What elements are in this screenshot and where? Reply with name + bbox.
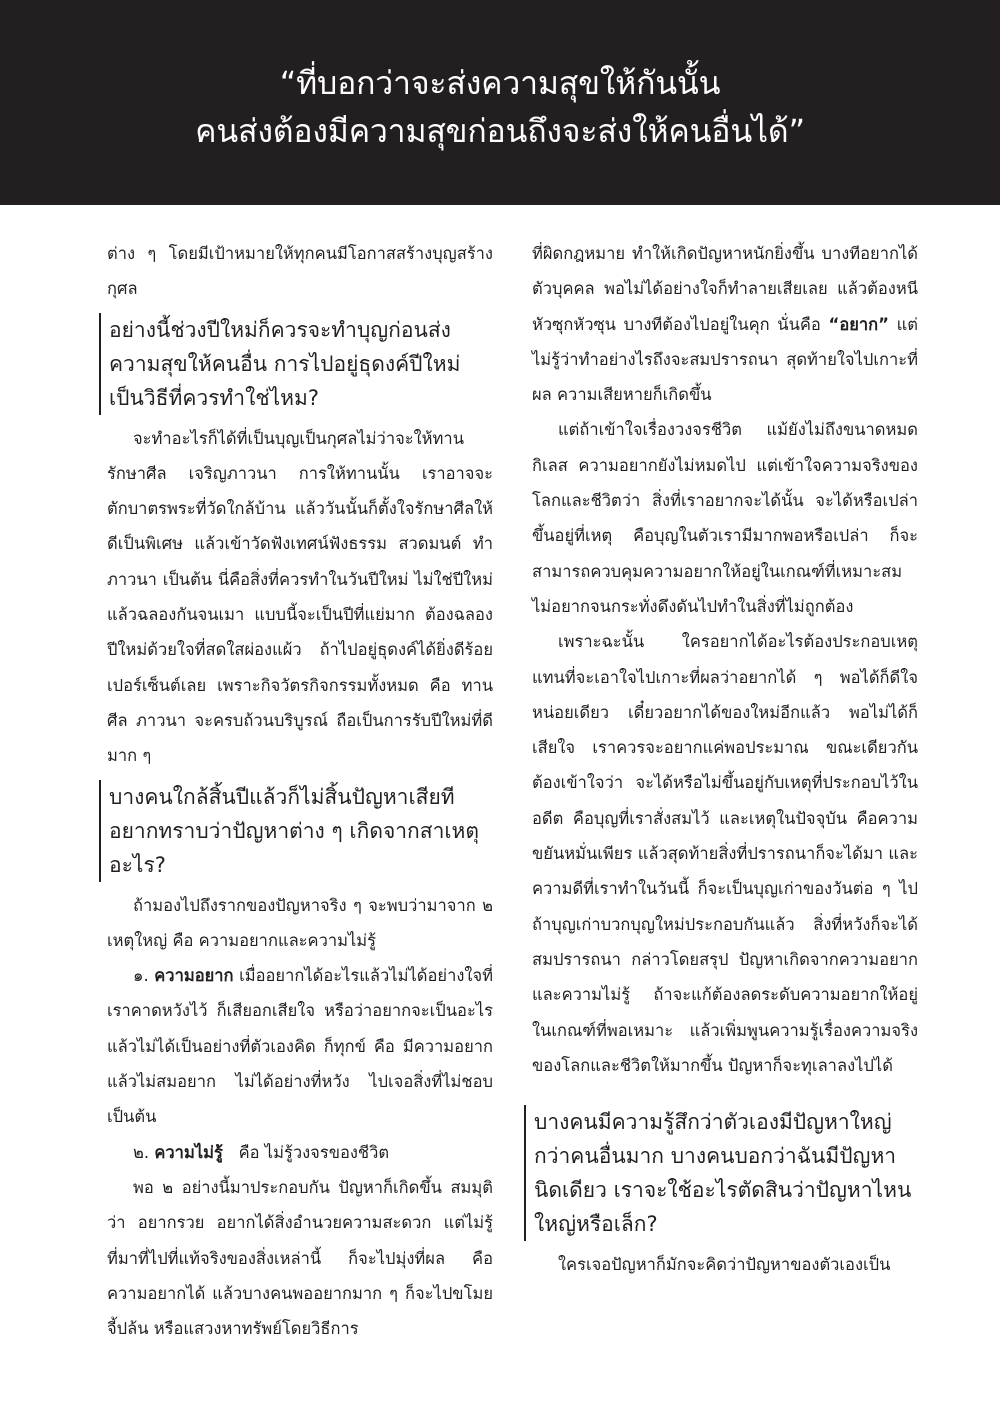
right-column xyxy=(532,236,918,1282)
paragraph: เพราะฉะนั้น ใครอยากได้อะไรต้องประกอบเหตุ แทนที่จะเอาใจไปเกาะที่ผลว่าอยากได้ ๆ พอได้ก็ดีใจหน่อยเดียว เดี๋ยวอยากได้ของใหม่อีกแล้ว พอไม่ได้ก็เสียใจ เราควรจะอยากแค่พอประมาณ ขณะเดียวกันต้องเข้าใจว่า จะได้หรือไม่ขึ้นอยู่กับเหตุที่ประกอบไว้ในอดีต คือบุญที่เราสั่งสมไว้ และเหตุในปัจจุบัน คือความขยันหมั่นเพียร แล้วสุดท้ายสิ่งที่ปรารถนาก็จะได้มา และความดีที่เราทำในวันนี้ ก็จะเป็นบุญเก่าของวันต่อ ๆ ไป ถ้าบุญเก่าบวกบุญใหม่ประกอบกันแล้ว สิ่งที่หวังก็จะได้สมปรารถนา กล่าวโดยสรุป ปัญหาเกิดจากความอยากและความไม่รู้ ถ้าจะแก้ต้องลดระดับความอยากให้อยู่ในเกณฑ์ที่พอเหมาะ แล้วเพิ่มพูนความรู้เรื่องความจริงของโลกและชีวิตให้มากขึ้น ปัญหาก็จะทุเลาลงไปได้ xyxy=(532,632,918,1075)
paragraph-list-item xyxy=(107,958,493,1134)
quote-line-1: “ที่บอกว่าจะส่งความสุขให้กันนั้น xyxy=(279,63,721,102)
list-term: ความไม่รู้ xyxy=(154,1142,223,1162)
quote-banner xyxy=(0,0,1000,205)
quote-line-2: คนส่งต้องมีความสุขก่อนถึงจะส่งให้คนอื่นได้” xyxy=(195,111,805,150)
paragraph: พอ ๒ อย่างนี้มาประกอบกัน ปัญหาก็เกิดขึ้น สมมุติว่า อยากรวย อยากได้สิ่งอำนวยความสะดวก แต่ไม่รู้ที่มาที่ไปที่แท้จริงของสิ่งเหล่านี้ ก็จะไปมุ่งที่ผล คือ ความอยากได้ แล้วบางคนพออยากมาก ๆ ก็จะไปขโมย จี้ปล้น หรือแสวงหาทรัพย์โดยวิธีการ xyxy=(107,1177,493,1339)
spacer xyxy=(532,1083,918,1099)
paragraph xyxy=(532,236,918,412)
list-text: เมื่ออยากได้อะไรแล้วไม่ได้อย่างใจที่เราคาดหวังไว้ ก็เสียอกเสียใจ หรือว่าอยากจะเป็นอะไร แล้วไม่ได้เป็นอย่างที่ตัวเองคิด ก็ทุกข์ คือ มีความอยากแล้วไม่สมอยาก ไม่ได้อย่างที่หวัง ไปเจอสิ่งที่ไม่ชอบ เป็นต้น xyxy=(107,966,493,1127)
left-column xyxy=(107,236,493,1346)
paragraph-text: ที่ผิดกฎหมาย ทำให้เกิดปัญหาหนักยิ่งขึ้น บางทีอยากได้ตัวบุคคล พอไม่ได้อย่างใจก็ทำลายเสียเลย แล้วต้องหนีหัวซุกหัวซุน บางทีต้องไปอยู่ในคุก นั่นคือ xyxy=(532,244,918,334)
question-heading: บางคนมีความรู้สึกว่าตัวเองมีปัญหาใหญ่กว่าคนอื่นมาก บางคนบอกว่าฉันมีปัญหานิดเดียว เราจะใช้อะไรตัดสินว่าปัญหาไหนใหญ่หรือเล็ก? xyxy=(524,1105,918,1241)
emphasis-text: “อยาก” xyxy=(828,314,889,334)
list-term: ความอยาก xyxy=(154,966,234,986)
paragraph-list-item xyxy=(107,1135,493,1170)
paragraph: ถ้ามองไปถึงรากของปัญหาจริง ๆ จะพบว่ามาจาก ๒ เหตุใหญ่ คือ ความอยากและความไม่รู้ xyxy=(107,895,493,950)
list-number: ๑. xyxy=(133,966,149,986)
paragraph: จะทำอะไรก็ได้ที่เป็นบุญเป็นกุศลไม่ว่าจะให้ทาน รักษาศีล เจริญภาวนา การให้ทานนั้น เราอาจจะตักบาตรพระที่วัดใกล้บ้าน แล้ววันนั้นก็ตั้งใจรักษาศีลให้ดีเป็นพิเศษ แล้วเข้าวัดฟังเทศน์ฟังธรรม สวดมนต์ ทำภาวนา เป็นต้น นี่คือสิ่งที่ควรทำในวันปีใหม่ ไม่ใช่ปีใหม่แล้วฉลองกันจนเมา แบบนี้จะเป็นปีที่แย่มาก ต้องฉลองปีใหม่ด้วยใจที่สดใสผ่องแผ้ว ถ้าไปอยู่ธุดงค์ได้ยิ่งดีร้อยเปอร์เซ็นต์เลย เพราะกิจวัตรกิจกรรมทั้งหมด คือ ทาน ศีล ภาวนา จะครบถ้วนบริบูรณ์ ถือเป็นการรับปีใหม่ที่ดีมาก ๆ xyxy=(107,428,493,766)
paragraph: ต่าง ๆ โดยมีเป้าหมายให้ทุกคนมีโอกาสสร้างบุญสร้างกุศล xyxy=(107,244,493,299)
question-heading: อย่างนี้ช่วงปีใหม่ก็ควรจะทำบุญก่อนส่งความสุขให้คนอื่น การไปอยู่ธุดงค์ปีใหม่เป็นวิธีที่ควรทำใช่ไหม? xyxy=(99,313,493,415)
paragraph: แต่ถ้าเข้าใจเรื่องวงจรชีวิต แม้ยังไม่ถึงขนาดหมดกิเลส ความอยากยังไม่หมดไป แต่เข้าใจความจริงของโลกและชีวิตว่า สิ่งที่เราอยากจะได้นั้น จะได้หรือเปล่าขึ้นอยู่ที่เหตุ คือบุญในตัวเรามีมากพอหรือเปล่า ก็จะสามารถควบคุมความอยากให้อยู่ในเกณฑ์ที่เหมาะสม ไม่อยากจนกระทั่งดึงดันไปทำในสิ่งที่ไม่ถูกต้อง xyxy=(532,420,918,616)
paragraph: ใครเจอปัญหาก็มักจะคิดว่าปัญหาของตัวเองเป็น xyxy=(558,1255,891,1275)
list-number: ๒. xyxy=(133,1142,150,1162)
paragraph-text: แต่ไม่รู้ว่าทำอย่างไรถึงจะสมปรารถนา สุดท้ายใจไปเกาะที่ผล ความเสียหายก็เกิดขึ้น xyxy=(532,314,919,405)
list-text: คือ ไม่รู้วงจรของชีวิต xyxy=(238,1142,390,1162)
question-heading: บางคนใกล้สิ้นปีแล้วก็ไม่สิ้นปัญหาเสียที อยากทราบว่าปัญหาต่าง ๆ เกิดจากสาเหตุอะไร? xyxy=(99,780,493,882)
